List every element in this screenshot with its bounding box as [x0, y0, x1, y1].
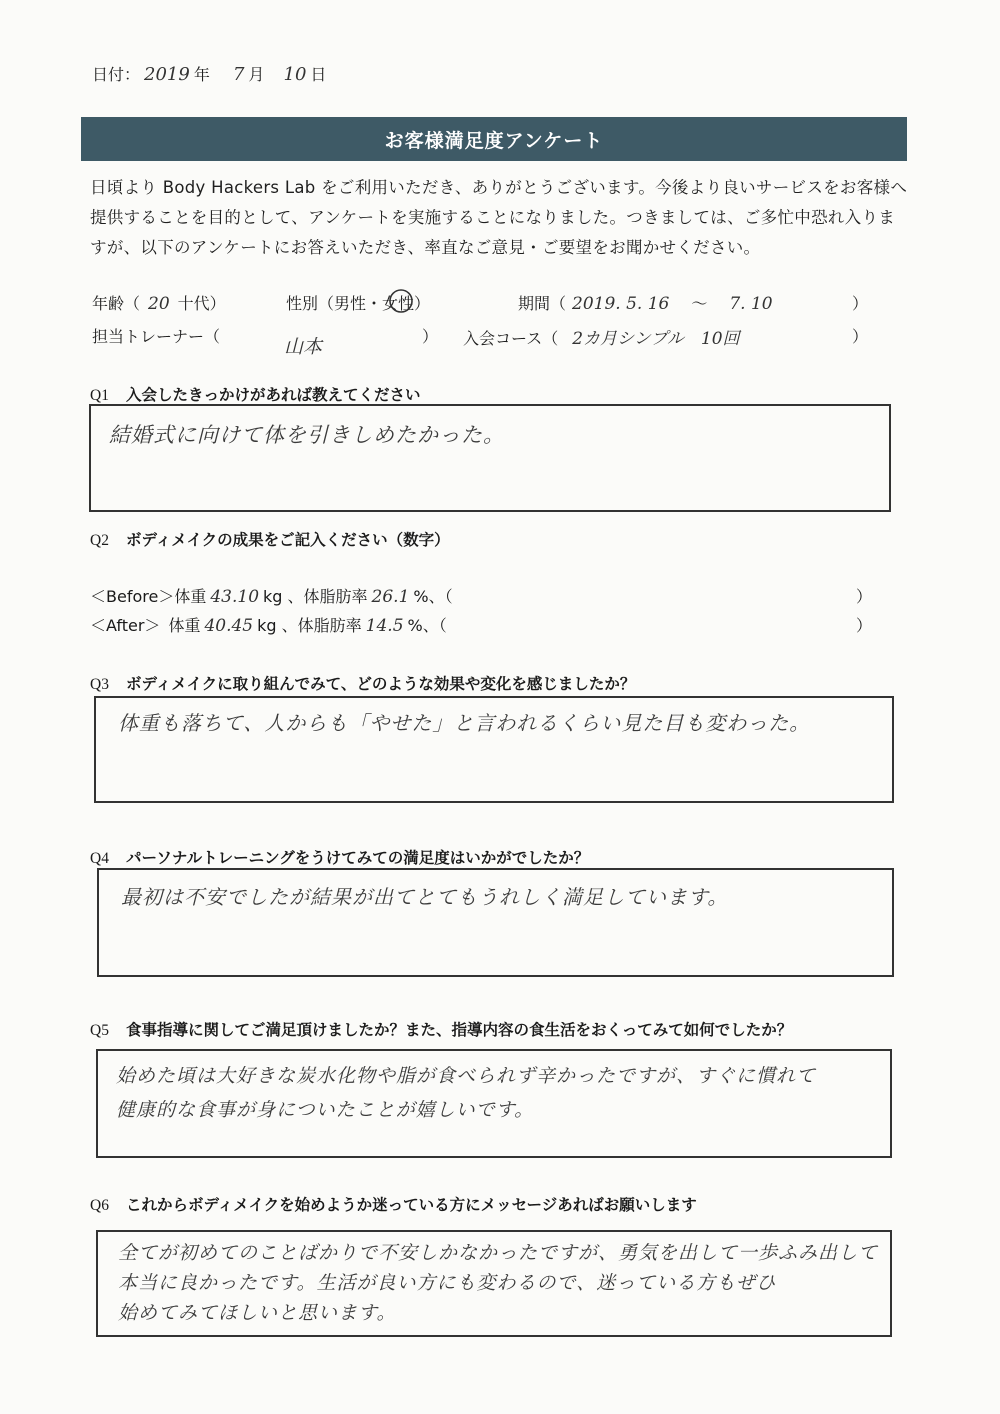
after-fat-unit: %、（ [407, 616, 447, 635]
after-fat-label: 、体脂肪率 [281, 616, 362, 635]
after-close: ） [855, 616, 872, 635]
trainer-label: 担当トレーナー（ [92, 327, 221, 346]
after-label: ＜After＞ [90, 616, 161, 635]
course-value: 2カ月シンプル 10回 [572, 329, 740, 349]
gender-label: 性別（男性・女性） [286, 294, 431, 313]
age-value: 20 [148, 294, 170, 314]
age-label: 年齢（ [92, 294, 141, 313]
q2-question: ボディメイクの成果をご記入ください（数字） [126, 531, 450, 549]
after-weight: 40.45 [204, 616, 254, 636]
trainer-close: ） [421, 327, 438, 346]
q2-before-row [90, 584, 872, 607]
q2-number: Q2 [90, 532, 109, 549]
q4-number: Q4 [90, 850, 109, 867]
course-label: 入会コース（ [463, 329, 559, 348]
gender-field [286, 291, 430, 314]
date-year-unit: 年 [193, 65, 210, 84]
q5-question: 食事指導に関してご満足頂けましたか？また、指導内容の食生活をおくってみて如何でしたか？ [126, 1021, 793, 1039]
q3-answer: 体重も落ちて、人からも「やせた」と言われるくらい見た目も変わった。 [118, 711, 811, 735]
q3-number: Q3 [90, 676, 109, 693]
before-weight-label: 体重 [174, 587, 207, 606]
period-field [518, 291, 868, 314]
q1-label [90, 383, 421, 405]
q5-answer-line1: 始めた頃は大好きな炭水化物や脂が食べられず辛かったですが、すぐに慣れて [116, 1065, 817, 1087]
trainer-value: 山本 [284, 336, 323, 358]
age-field [92, 291, 226, 314]
q5-number: Q5 [90, 1022, 109, 1039]
before-label: ＜Before＞ [90, 587, 175, 606]
before-close: ） [855, 587, 872, 606]
q2-label [90, 528, 450, 550]
before-weight: 43.10 [210, 587, 260, 607]
before-fat-label: 、体脂肪率 [287, 587, 368, 606]
q1-answer: 結婚式に向けて体を引きしめたかった。 [109, 423, 505, 447]
q6-number: Q6 [90, 1197, 109, 1214]
period-end: 7. 10 [729, 294, 773, 314]
after-fat: 14.5 [365, 616, 404, 636]
date-label: 日付： [92, 65, 141, 84]
q1-number: Q1 [90, 387, 109, 404]
period-close: ） [851, 294, 868, 313]
course-field [463, 324, 868, 349]
q2-after-row [90, 613, 872, 636]
course-close: ） [851, 327, 868, 346]
q1-question: 入会したきっかけがあれば教えてください [126, 386, 421, 404]
q1-answer-box [89, 404, 891, 512]
period-label: 期間（ [518, 294, 567, 313]
page-title: お客様満足度アンケート [81, 117, 907, 161]
date-day: 10 [283, 64, 307, 85]
trainer-field [92, 324, 438, 358]
after-weight-unit: kg [257, 616, 277, 635]
q3-label [90, 672, 635, 694]
before-weight-unit: kg [263, 587, 283, 606]
after-weight-label: 体重 [168, 616, 201, 635]
q6-answer-line1: 全てが初めてのことばかりで不安しかなかったですが、勇気を出して一歩ふみ出して [118, 1242, 879, 1264]
period-start: 2019. 5. 16 [572, 294, 670, 314]
period-separator: 〜 [691, 294, 708, 313]
q4-label [90, 846, 589, 868]
q5-answer-box [96, 1049, 892, 1158]
q3-answer-box [94, 696, 894, 803]
q6-question: これからボディメイクを始めようか迷っている方にメッセージあればお願いします [126, 1196, 697, 1214]
date-line [92, 62, 326, 85]
q6-answer-box [96, 1230, 892, 1337]
q3-question: ボディメイクに取り組んでみて、どのような効果や変化を感じましたか？ [126, 675, 636, 693]
before-fat-unit: %、（ [413, 587, 453, 606]
q6-answer-line2: 本当に良かったです。生活が良い方にも変わるので、迷っている方もぜひ [118, 1272, 777, 1294]
q4-question: パーソナルトレーニングをうけてみての満足度はいかがでしたか？ [126, 849, 590, 867]
q5-answer-line2: 健康的な食事が身についたことが嬉しいです。 [116, 1099, 535, 1121]
date-month-unit: 月 [248, 65, 265, 84]
date-year: 2019 [144, 64, 190, 85]
before-fat: 26.1 [371, 587, 410, 607]
q4-answer: 最初は不安でしたが結果が出てとてもうれしく満足しています。 [121, 885, 729, 909]
q5-label [90, 1018, 792, 1040]
intro-text: 日頃より Body Hackers Lab をご利用いただき、ありがとうございます。今後より良いサービスをお客様へ提供することを目的として、アンケートを実施することになりました。つきましては、ご多忙中恐れ入りますが、以下のアンケートにお答えいただき、率直なご意見・ご要望をお聞かせください。 [90, 178, 908, 257]
date-month: 7 [232, 64, 245, 85]
age-suffix: 十代） [177, 294, 226, 313]
q4-answer-box [97, 868, 894, 977]
date-day-unit: 日 [310, 65, 327, 84]
gender-circle-mark [388, 288, 414, 314]
q6-label [90, 1193, 697, 1215]
q6-answer-line3: 始めてみてほしいと思います。 [118, 1302, 397, 1324]
